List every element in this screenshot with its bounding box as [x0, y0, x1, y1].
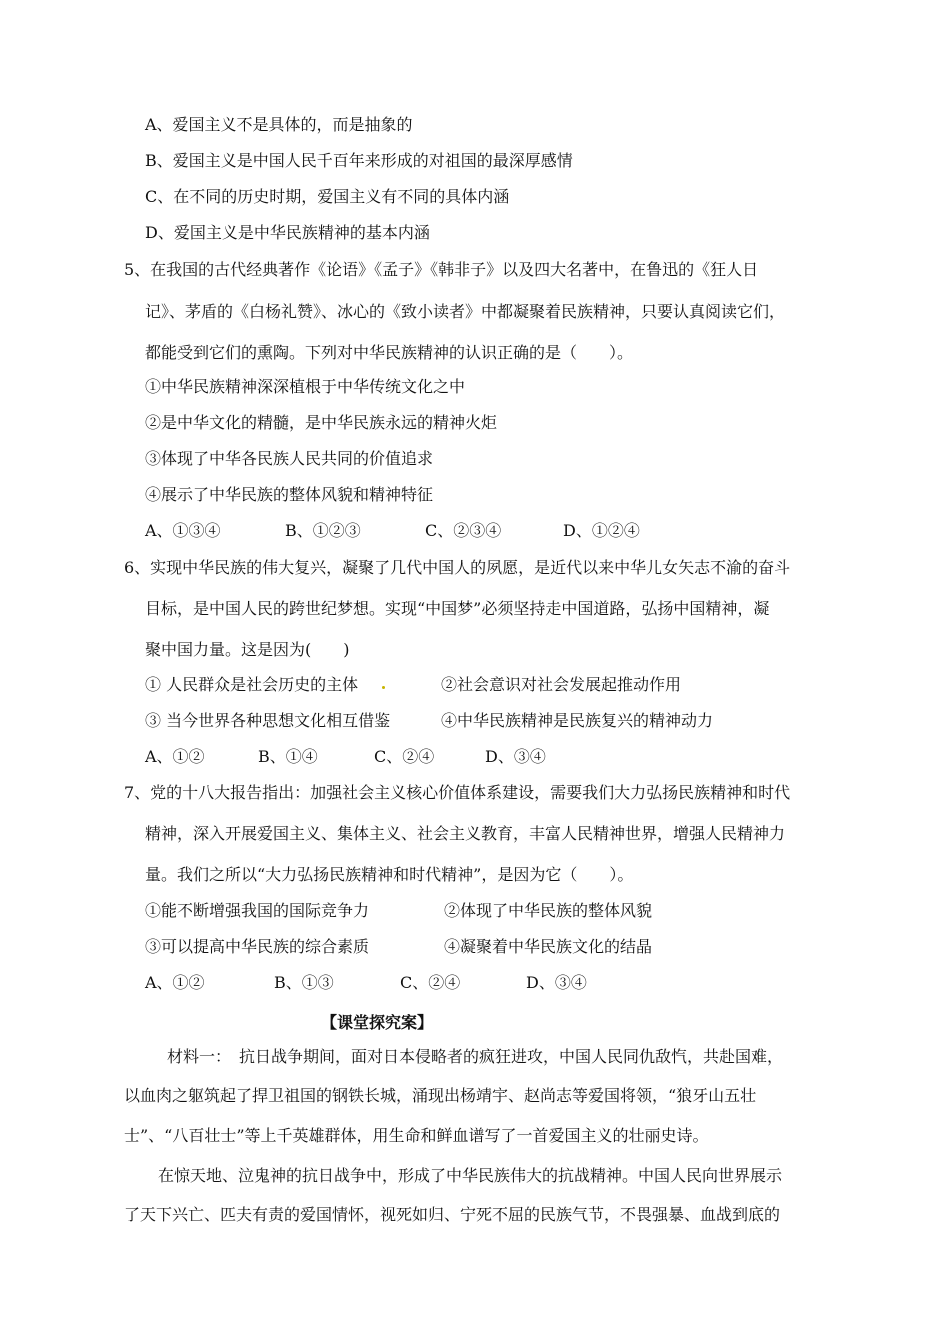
q7-stem-line-1: 7、党的十八大报告指出：加强社会主义核心价值体系建设，需要我们大力弘扬民族精神和时代	[124, 783, 791, 802]
q6-stem-line-2: 目标，是中国人民的跨世纪梦想。实现“中国梦”必须坚持走中国道路，弘扬中国精神，凝	[145, 599, 770, 618]
q6-choice-b: B、①④	[258, 747, 318, 766]
q5-stem-line-2: 记》、茅盾的《白杨礼赞》、冰心的《致小读者》中都凝聚着民族精神，只要认真阅读它们，	[145, 302, 786, 321]
section-title: 【课堂探究案】	[321, 1013, 434, 1032]
q6-stem-line-3: 聚中国力量。这是因为( )	[145, 640, 350, 659]
q7-choice-a: A、①②	[145, 973, 205, 992]
q7-choice-d: D、③④	[526, 973, 587, 992]
material-p2-line-2: 了天下兴亡、匹夫有责的爱国情怀，视死如归、宁死不屈的民族气节，不畏强暴、血战到底的	[124, 1205, 781, 1224]
q6-choice-a: A、①②	[145, 747, 205, 766]
q6-item-3: ③ 当今世界各种思想文化相互借鉴	[145, 711, 391, 730]
q5-choice-d: D、①②④	[563, 521, 640, 540]
material-p1-line-1: 材料一： 抗日战争期间，面对日本侵略者的疯狂进攻，中国人民同仇敌忾，共赴国难，	[167, 1047, 784, 1066]
material-p1-line-3: 士”、“八百壮士”等上千英雄群体，用生命和鲜血谱写了一首爱国主义的壮丽史诗。	[124, 1126, 709, 1145]
q7-item-2: ②体现了中华民族的整体风貌	[444, 901, 653, 920]
q5-choice-c: C、②③④	[425, 521, 502, 540]
q7-item-3: ③可以提高中华民族的综合素质	[145, 937, 370, 956]
q5-item-3: ③体现了中华各民族人民共同的价值追求	[145, 449, 434, 468]
q5-stem-line-3: 都能受到它们的熏陶。下列对中华民族精神的认识正确的是（ ）。	[145, 343, 634, 362]
q7-stem-line-3: 量。我们之所以“大力弘扬民族精神和时代精神”，是因为它（ ）。	[145, 865, 634, 884]
q4-option-c: C、在不同的历史时期，爱国主义有不同的具体内涵	[145, 187, 510, 206]
q4-option-a: A、爱国主义不是具体的，而是抽象的	[145, 115, 413, 134]
q5-item-4: ④展示了中华民族的整体风貌和精神特征	[145, 485, 434, 504]
q6-item-2: ②社会意识对社会发展起推动作用	[441, 675, 682, 694]
material-p1-line-2: 以血肉之躯筑起了捍卫祖国的钢铁长城，涌现出杨靖宇、赵尚志等爱国将领，“狼牙山五壮	[124, 1086, 757, 1105]
q5-item-2: ②是中华文化的精髓，是中华民族永远的精神火炬	[145, 413, 498, 432]
q5-stem-line-1: 5、在我国的古代经典著作《论语》《孟子》《韩非子》以及四大名著中，在鲁迅的《狂人日	[124, 260, 759, 279]
q7-item-1: ①能不断增强我国的国际竞争力	[145, 901, 370, 920]
q6-item-4: ④中华民族精神是民族复兴的精神动力	[441, 711, 714, 730]
q7-item-4: ④凝聚着中华民族文化的结晶	[444, 937, 653, 956]
q7-stem-line-2: 精神，深入开展爱国主义、集体主义、社会主义教育，丰富人民精神世界，增强人民精神力	[145, 824, 786, 843]
q6-item-1: ① 人民群众是社会历史的主体	[145, 675, 359, 694]
q6-choice-c: C、②④	[374, 747, 435, 766]
q5-item-1: ①中华民族精神深深植根于中华传统文化之中	[145, 377, 466, 396]
q6-stem-line-1: 6、实现中华民族的伟大复兴，凝聚了几代中国人的夙愿，是近代以来中华儿女矢志不渝的奋斗	[124, 558, 791, 577]
q7-choice-c: C、②④	[400, 973, 461, 992]
q5-choice-a: A、①③④	[145, 521, 221, 540]
q7-choice-b: B、①③	[274, 973, 334, 992]
q5-choice-b: B、①②③	[285, 521, 361, 540]
q4-option-b: B、爱国主义是中国人民千百年来形成的对祖国的最深厚感情	[145, 151, 573, 170]
speck-mark	[382, 686, 385, 689]
material-p2-line-1: 在惊天地、泣鬼神的抗日战争中，形成了中华民族伟大的抗战精神。中国人民向世界展示	[158, 1166, 783, 1185]
q4-option-d: D、爱国主义是中华民族精神的基本内涵	[145, 223, 430, 242]
q6-choice-d: D、③④	[485, 747, 546, 766]
